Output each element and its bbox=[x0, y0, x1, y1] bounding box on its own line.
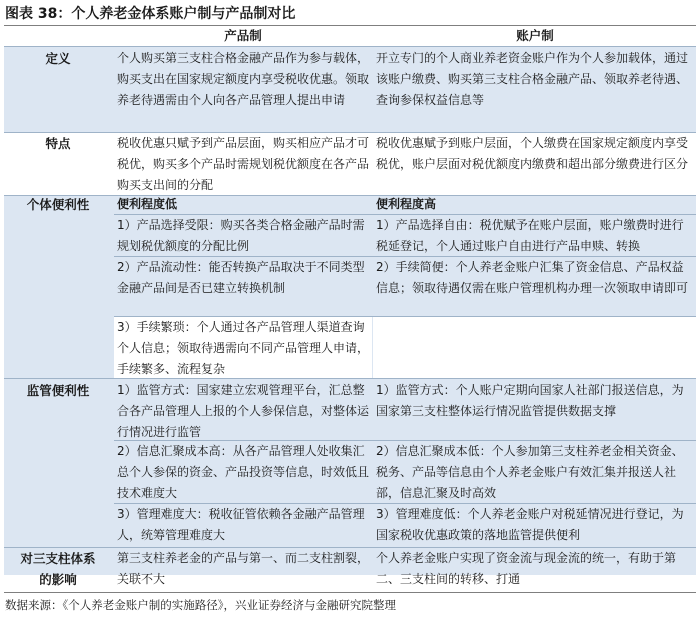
label-convenience: 个体便利性 bbox=[26, 197, 90, 212]
supervision-account-item-3: 3）管理难度低：个人养老金账户对税延情况进行登记，为国家税收优惠政策的落地监管提供便利 bbox=[376, 507, 684, 542]
label-supervision: 监管便利性 bbox=[26, 383, 90, 398]
header-account: 账户制 bbox=[516, 28, 554, 43]
figure-title: 图表 38：个人养老金体系账户制与产品制对比 bbox=[5, 6, 296, 22]
label-impact-line-2: 的影响 bbox=[39, 572, 77, 587]
cell-bg-conv-right-3 bbox=[373, 316, 696, 378]
label-impact-line-1: 对三支柱体系 bbox=[20, 551, 96, 566]
convenience-account-item-2: 2）手续简便：个人养老金账户汇集了资金信息、产品权益信息；领取待遇仅需在账户管理机构办理一次领取申请即可 bbox=[376, 260, 689, 295]
supervision-account-item-1: 1）监管方式：个人账户定期向国家人社部门报送信息，为国家第三支柱整体运行情况监管提供数据支撑 bbox=[376, 383, 684, 418]
label-definition: 定义 bbox=[45, 51, 71, 66]
definition-product: 个人购买第三支柱合格金融产品作为参与载体，购买支出在国家规定额度内享受税收优惠。领取养老待遇需由个人向各产品管理人提出申请 bbox=[117, 51, 370, 107]
source-note: 数据来源：《个人养老金账户制的实施路径》，兴业证券经济与金融研究院整理 bbox=[5, 598, 396, 612]
feature-account: 税收优惠赋予到账户层面，个人缴费在国家规定额度内享受税优，账户层面对税优额度内缴费和超出部分缴费进行区分 bbox=[376, 136, 689, 171]
convenience-account-item-1: 1）产品选择自由：税优赋予在账户层面，账户缴费时进行税延登记，个人通过账户自由进行产品申赎、转换 bbox=[376, 218, 684, 253]
convenience-product-item-1: 1）产品选择受限：购买各类合格金融产品时需规划税优额度的分配比例 bbox=[117, 218, 365, 253]
header-product: 产品制 bbox=[224, 28, 262, 43]
rule-after-header bbox=[4, 46, 696, 47]
convenience-product-item-3: 3）手续繁琐：个人通过各产品管理人渠道查询个人信息；领取待遇需向不同产品管理人申请，手续繁多、流程复杂 bbox=[117, 320, 370, 376]
supervision-account-item-2: 2）信息汇聚成本低：个人参加第三支柱养老金相关资金、税务、产品等信息由个人养老金账户有效汇集并报送人社部，信息汇聚及时高效 bbox=[376, 444, 684, 500]
feature-product: 税收优惠只赋予到产品层面，购买相应产品才可税优，购买多个产品时需规划税优额度在各产品购买支出间的分配 bbox=[117, 136, 370, 192]
label-impact bbox=[4, 548, 112, 590]
supervision-product-item-1: 1）监管方式：国家建立宏观管理平台，汇总整合各产品管理人上报的个人参保信息，对整体运行情况进行监管 bbox=[117, 383, 370, 439]
supervision-product-item-2: 2）信息汇聚成本高：从各产品管理人处收集汇总个人参保的资金、产品投资等信息，时效低且技术难度大 bbox=[117, 444, 370, 500]
impact-account: 个人养老金账户实现了资金流与现金流的统一，有助于第二、三支柱间的转移、打通 bbox=[376, 551, 677, 586]
label-feature: 特点 bbox=[45, 136, 71, 151]
impact-product: 第三支柱养老金的产品与第一、而二支柱割裂，关联不大 bbox=[117, 551, 370, 586]
convenience-product-item-2: 2）产品流动性：能否转换产品取决于不同类型金融产品间是否已建立转换机制 bbox=[117, 260, 365, 295]
convenience-account-head: 便利程度高 bbox=[376, 197, 437, 211]
supervision-product-item-3: 3）管理难度大：税收征管依赖各金融产品管理人，统筹管理难度大 bbox=[117, 507, 365, 542]
convenience-product-head: 便利程度低 bbox=[117, 197, 178, 211]
definition-account: 开立专门的个人商业养老资金账户作为个人参加载体，通过该账户缴费、购买第三支柱合格金融产品、领取养老待遇、查询参保权益信息等 bbox=[376, 51, 689, 107]
table-bottom-rule bbox=[4, 592, 696, 593]
